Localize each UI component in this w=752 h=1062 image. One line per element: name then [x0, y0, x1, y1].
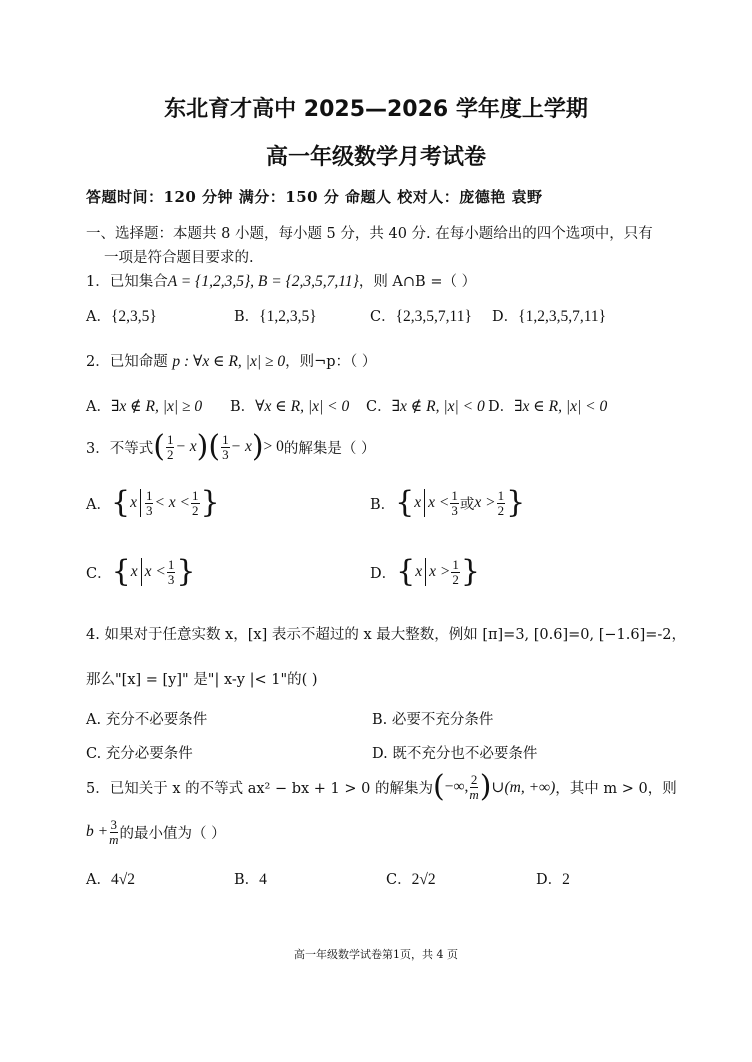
- fraction-one-third: $\frac{1}{3}$: [451, 487, 458, 518]
- q5-stem-suffix: ，其中 m > 0，则: [555, 780, 677, 797]
- q1-stem-prefix: 1．已知集合: [86, 274, 168, 290]
- q2-option-a[interactable]: [86, 395, 202, 416]
- option-value: ∃x ∉ R, |x| < 0: [391, 398, 485, 415]
- fraction-one-third: $\frac{1}{3}$: [222, 431, 229, 462]
- set-bar: [424, 489, 425, 517]
- option-value: 2√2: [411, 871, 436, 888]
- option-label: D．: [536, 872, 563, 888]
- option-value: ∃x ∈ R, |x| < 0: [514, 398, 608, 415]
- exam-meta-line: 答题时间：120 分钟 满分：150 分 命题人 校对人：庞德艳 袁野: [86, 188, 543, 206]
- section-heading-line2: 一项是符合题目要求的.: [104, 250, 254, 266]
- brace-close: }: [200, 485, 220, 520]
- brace-open: {: [111, 554, 131, 589]
- q2-option-d[interactable]: [488, 395, 607, 416]
- neg-infinity: −∞,: [444, 778, 469, 795]
- fraction-three-over-m: $\frac{3}{m}$: [109, 817, 119, 847]
- q3-option-a[interactable]: [86, 485, 220, 520]
- var-x: x: [415, 563, 423, 580]
- var-x: x: [130, 563, 138, 580]
- option-value: ∀x ∈ R, |x| < 0: [255, 398, 350, 415]
- q4-option-b[interactable]: B. 必要不充分条件: [372, 712, 494, 728]
- or-text: 或: [459, 496, 475, 513]
- q5-stem-line2: [86, 818, 226, 846]
- q1-stem-suffix: ，则 A∩B =（ ）: [358, 274, 477, 290]
- brace-open: {: [396, 554, 416, 589]
- fraction-one-third: $\frac{1}{3}$: [167, 556, 175, 587]
- q5-option-d[interactable]: [536, 868, 570, 889]
- option-label: B．: [234, 309, 260, 325]
- q5-option-a[interactable]: [86, 868, 135, 889]
- option-label: A．: [86, 496, 111, 513]
- q4-option-c[interactable]: C. 充分必要条件: [86, 746, 193, 762]
- option-label: C．: [370, 309, 396, 325]
- q4-stem-line1: 4. 如果对于任意实数 x，[x] 表示不超过的 x 最大整数，例如 [π]=3, [0.6]=0, [−1.6]=-2，: [86, 627, 687, 643]
- q1-option-c[interactable]: [370, 305, 472, 326]
- page-footer: 高一年级数学试卷第1页，共 4 页: [294, 948, 458, 961]
- minus-x: − x: [175, 438, 197, 455]
- option-value: {1,2,3,5,7,11}: [518, 308, 607, 325]
- q5-option-b[interactable]: [234, 868, 267, 889]
- fraction-one-half: $\frac{1}{2}$: [192, 487, 199, 518]
- q1-stem: [86, 270, 476, 291]
- option-label: A．: [86, 399, 111, 415]
- paren-close: ): [251, 429, 264, 464]
- q3-stem-suffix: 的解集是（ ）: [283, 440, 376, 457]
- option-value: {2,3,5,7,11}: [395, 308, 472, 325]
- minus-x: − x: [230, 438, 252, 455]
- q1-option-a[interactable]: [86, 305, 157, 326]
- q2-stem-math: p : ∀x ∈ R, |x| ≥ 0: [172, 353, 286, 370]
- x-gt: x >: [474, 494, 496, 511]
- paren-open: (: [153, 429, 165, 464]
- brace-close: }: [176, 554, 196, 589]
- section-heading-line1: 一、选择题：本题共 8 小题，每小题 5 分，共 40 分. 在每小题给出的四个选项中，只有: [86, 226, 653, 242]
- q2-option-c[interactable]: [366, 395, 485, 416]
- q2-stem-suffix: ，则¬p：（ ）: [285, 354, 377, 370]
- set-bar: [141, 558, 142, 586]
- option-value: {1,2,3,5}: [259, 308, 317, 325]
- brace-close: }: [506, 485, 526, 520]
- set-bar: [140, 489, 141, 517]
- q1-option-b[interactable]: [234, 305, 317, 326]
- x-lt: x <: [144, 563, 166, 580]
- fraction-two-over-m: $\frac{2}{m}$: [469, 771, 479, 802]
- school-title: 东北育才高中 2025—2026 学年度上学期: [164, 97, 588, 122]
- option-label: D．: [488, 399, 515, 415]
- brace-close: }: [460, 554, 480, 589]
- lt-x-lt: < x <: [154, 494, 191, 511]
- q4-stem-line2: 那么"[x] = [y]" 是"| x-y |< 1"的( ): [86, 672, 318, 688]
- set-bar: [425, 558, 426, 586]
- brace-open: {: [395, 485, 415, 520]
- var-x: x: [414, 494, 422, 511]
- paren-open: (: [208, 429, 221, 464]
- option-value: {2,3,5}: [110, 308, 157, 325]
- q4-option-d[interactable]: D. 既不充分也不必要条件: [372, 746, 538, 762]
- option-value: ∃x ∉ R, |x| ≥ 0: [110, 398, 203, 415]
- option-value: 4√2: [110, 871, 135, 888]
- q3-option-b[interactable]: [370, 485, 526, 520]
- q3-stem-prefix: 3．不等式: [86, 440, 154, 457]
- exam-title: 高一年级数学月考试卷: [265, 145, 486, 170]
- option-value: 2: [562, 871, 570, 888]
- q3-stem: [86, 429, 376, 464]
- union-part: ∪(m, +∞): [491, 778, 556, 796]
- x-lt: x <: [428, 494, 450, 511]
- x-gt: x >: [429, 563, 451, 580]
- option-label: B．: [370, 496, 396, 513]
- q2-stem-prefix: 2．已知命题: [86, 354, 173, 370]
- var-x: x: [130, 494, 137, 511]
- q1-stem-math: A = {1,2,3,5}, B = {2,3,5,7,11}: [167, 273, 359, 290]
- option-label: C．: [86, 565, 112, 582]
- q5-stem: [86, 769, 677, 804]
- option-label: D．: [492, 309, 519, 325]
- q3-option-d[interactable]: [370, 554, 480, 589]
- brace-open: {: [110, 485, 131, 520]
- b-plus: b +: [86, 823, 109, 841]
- gt-zero: > 0: [263, 438, 284, 455]
- fraction-one-half: $\frac{1}{2}$: [497, 487, 505, 518]
- fraction-one-third: $\frac{1}{3}$: [145, 487, 153, 518]
- paren-open: (: [433, 769, 445, 804]
- fraction-one-half: $\frac{1}{2}$: [166, 431, 174, 462]
- option-label: D．: [370, 565, 397, 582]
- option-label: B．: [234, 872, 260, 888]
- option-label: C．: [386, 872, 412, 888]
- q2-option-b[interactable]: [230, 395, 349, 416]
- option-label: A．: [86, 872, 111, 888]
- q5-stem-prefix: 5．已知关于 x 的不等式 ax² − bx + 1 > 0 的解集为: [86, 780, 433, 797]
- paren-close: ): [196, 429, 209, 464]
- q5-option-c[interactable]: [386, 868, 436, 889]
- option-label: A．: [86, 309, 111, 325]
- option-label: C．: [366, 399, 392, 415]
- q1-option-d[interactable]: [492, 305, 606, 326]
- option-value: 4: [259, 871, 267, 888]
- paren-close: ): [479, 769, 492, 804]
- fraction-one-half: $\frac{1}{2}$: [452, 556, 459, 587]
- option-label: B．: [230, 399, 256, 415]
- q2-stem: [86, 350, 376, 371]
- q4-option-a[interactable]: A. 充分不必要条件: [86, 712, 208, 728]
- q5-line2-suffix: 的最小值为（ ）: [119, 825, 226, 842]
- q3-option-c[interactable]: [86, 554, 196, 589]
